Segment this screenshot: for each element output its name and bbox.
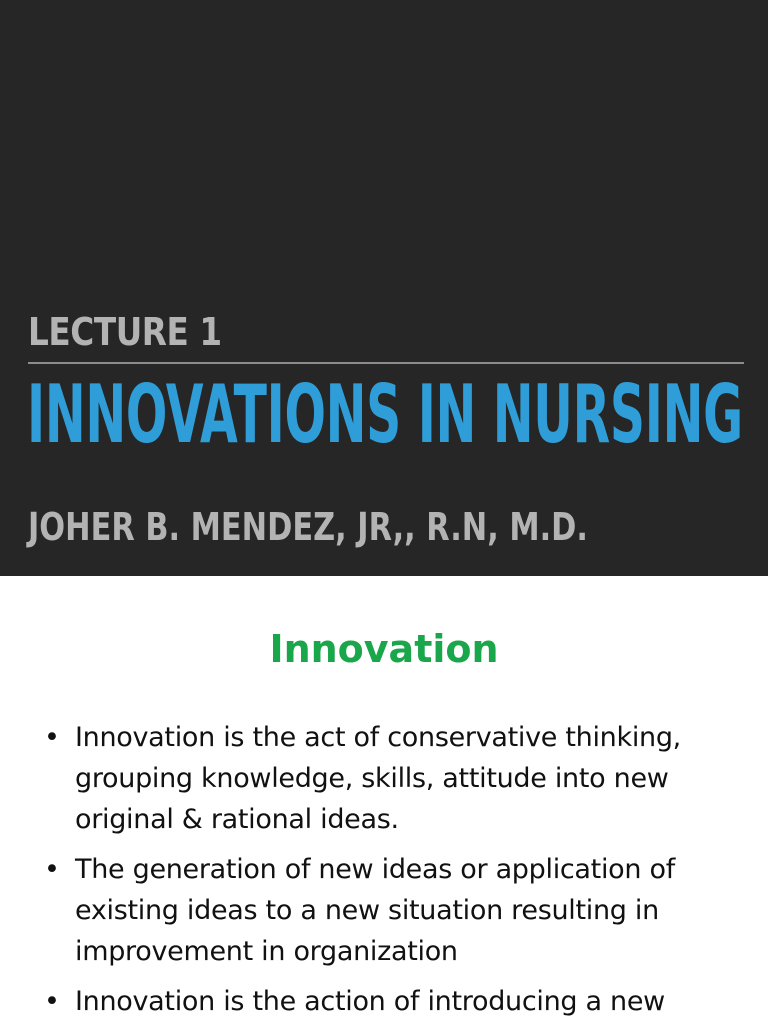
bullet-line: original & rational ideas. — [75, 804, 399, 835]
bullet-item — [44, 717, 744, 840]
bullet-icon: • — [44, 854, 60, 885]
slide-heading: Innovation — [269, 627, 499, 671]
author-name: JOHER B. MENDEZ, JR,, R.N, M.D. — [28, 505, 588, 549]
bullet-line: improvement in organization — [75, 936, 458, 967]
presentation-title: INNOVATIONS IN NURSING — [27, 368, 743, 461]
content-slide — [0, 576, 768, 1024]
bullet-line: existing ideas to a new situation resulting in — [75, 895, 659, 926]
bullet-item — [44, 981, 744, 1022]
bullet-item — [44, 849, 744, 972]
bullet-line: grouping knowledge, skills, attitude into new — [75, 763, 669, 794]
lecture-label: LECTURE 1 — [28, 310, 222, 354]
title-divider — [28, 362, 744, 364]
bullet-line: Innovation is the action of introducing a new — [75, 986, 665, 1017]
bullet-icon: • — [44, 986, 60, 1017]
bullet-line: The generation of new ideas or application of — [75, 854, 675, 885]
bullet-list — [44, 717, 744, 1024]
bullet-line: Innovation is the act of conservative thinking, — [75, 722, 681, 753]
bullet-icon: • — [44, 722, 60, 753]
